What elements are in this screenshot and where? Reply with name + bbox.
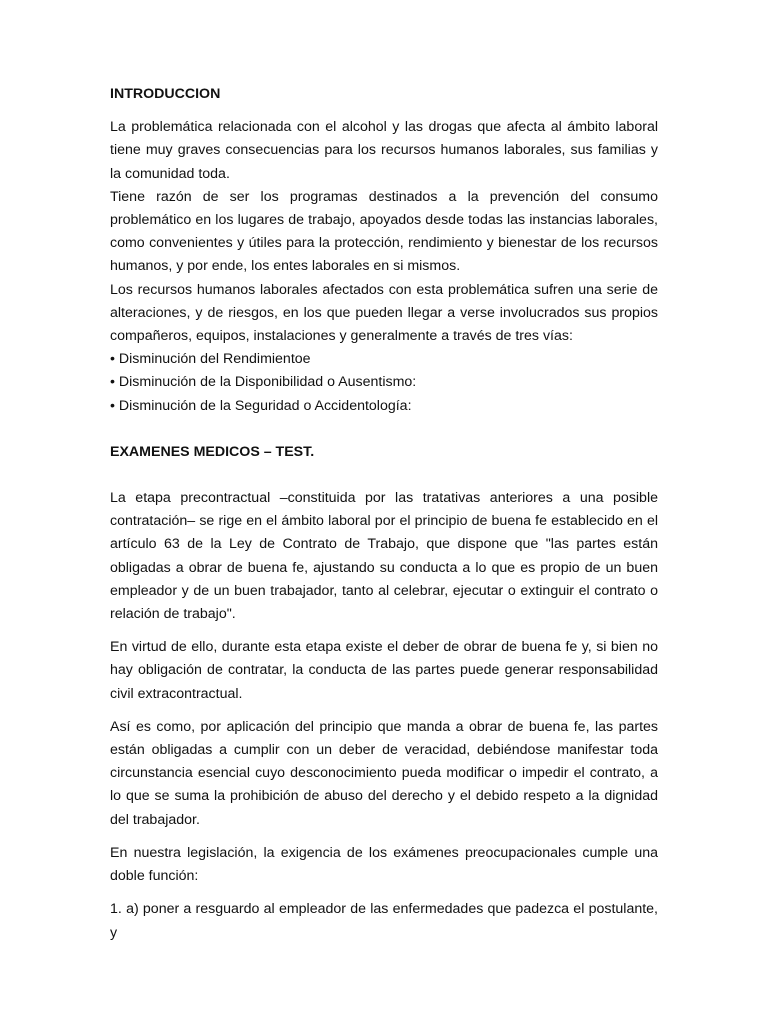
paragraph-exams-5: 1. a) poner a resguardo al empleador de las enfermedades que padezca el postulante, y: [110, 901, 658, 941]
paragraph-exams-4: En nuestra legislación, la exigencia de los exámenes preocupacionales cumple una doble función:: [110, 844, 658, 885]
section-heading-examenes: EXAMENES MEDICOS – TEST.: [110, 443, 315, 460]
bullet-item-seguridad: • Disminución de la Seguridad o Accidentología:: [110, 397, 412, 414]
paragraph-intro-3: Los recursos humanos laborales afectados con esta problemática sufren una serie de alteraciones, y de riesgos, en los que pueden llegar a verse involucrados sus propios compañeros, equipos, instalaciones y generalmente a través de tres vías:: [110, 281, 658, 345]
paragraph-exams-1: La etapa precontractual –constituida por las tratativas anteriores a una posible contratación– se rige en el ámbito laboral por el principio de buena fe establecido en el artículo 63 de la Ley de Contrato de Trabajo, que dispone que "las partes están obligadas a obrar de buena fe, ajustando su conducta a lo que es propio de un buen empleador y de un buen trabajador, tanto al celebrar, ejecutar o extinguir el contrato o relación de trabajo".: [110, 490, 658, 623]
paragraph-intro-2: Tiene razón de ser los programas destinados a la prevención del consumo problemático en los lugares de trabajo, apoyados desde todas las instancias laborales, como convenientes y útiles para la protección, rendimiento y bienestar de los recursos humanos, y por ende, los entes laborales en si mismos.: [110, 188, 658, 275]
document-page: [110, 83, 658, 945]
paragraph-exams-2: En virtud de ello, durante esta etapa existe el deber de obrar de buena fe y, si bien no hay obligación de contratar, la conducta de las partes puede generar responsabilidad civil extracontractual.: [110, 639, 658, 702]
section-heading-introduccion: INTRODUCCION: [110, 86, 221, 102]
bullet-item-disponibilidad: • Disminución de la Disponibilidad o Ausentismo:: [110, 374, 417, 391]
paragraph-exams-3: Así es como, por aplicación del principio que manda a obrar de buena fe, las partes están obligadas a cumplir con un deber de veracidad, debiéndose manifestar toda circunstancia esencial cuyo desconocimiento pueda modificar o impedir el contrato, a lo que se suma la prohibición de abuso del derecho y el debido respeto a la dignidad del trabajador.: [110, 718, 658, 828]
bullet-item-rendimiento: • Disminución del Rendimientoe: [110, 351, 311, 368]
paragraph-intro-1: La problemática relacionada con el alcohol y las drogas que afecta al ámbito laboral tiene muy graves consecuencias para los recursos humanos laborales, sus familias y la comunidad toda.: [110, 119, 658, 182]
